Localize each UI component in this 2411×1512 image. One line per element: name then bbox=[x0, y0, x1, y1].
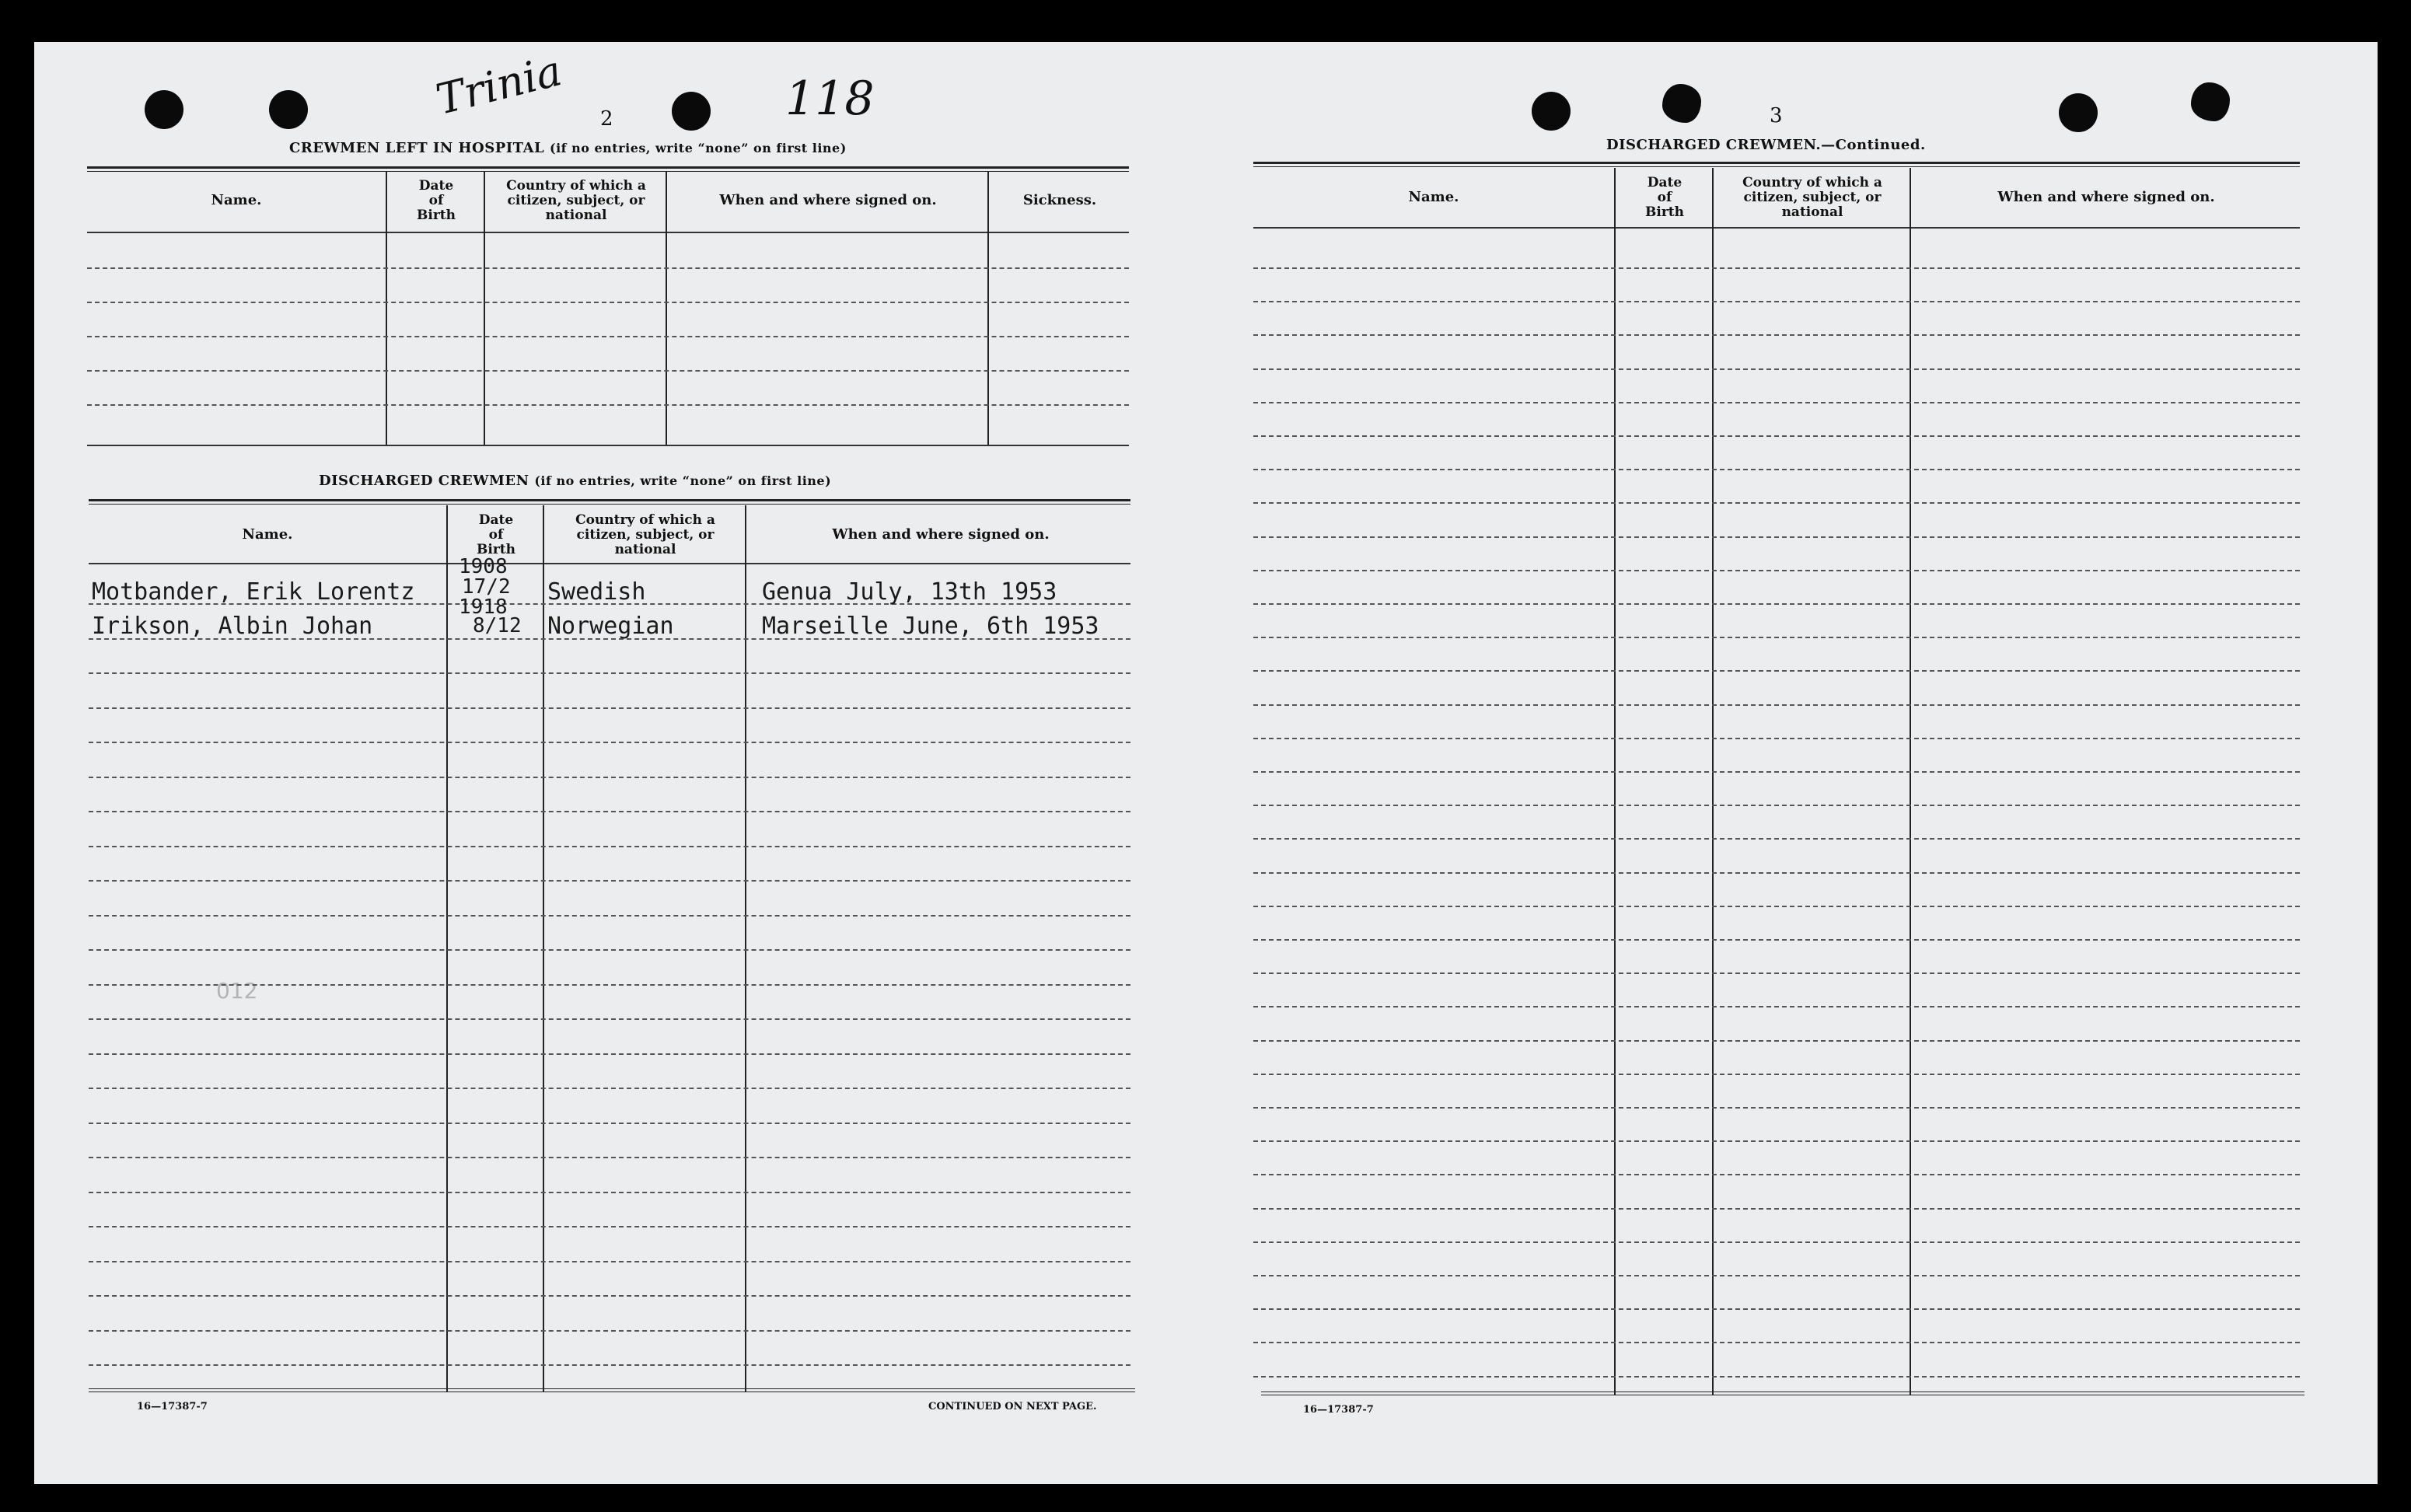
ruled-line bbox=[1253, 805, 2300, 806]
right-divider bbox=[1910, 168, 1911, 1395]
discharged-col-name: Name. bbox=[242, 526, 293, 543]
discharged-col-country: Country of which a citizen, subject, or national bbox=[575, 512, 715, 557]
crew-dob-day: 17/2 bbox=[462, 575, 511, 599]
ruled-line bbox=[1253, 1040, 2300, 1042]
ruled-line bbox=[89, 707, 1130, 709]
discharged-bottom-rule bbox=[89, 1388, 1135, 1392]
ruled-line bbox=[89, 777, 1130, 778]
continued-note: CONTINUED ON NEXT PAGE. bbox=[928, 1401, 1097, 1412]
discharged-section-title: DISCHARGED CREWMEN (if no entries, write “none” on first line) bbox=[319, 473, 832, 489]
ruled-line bbox=[89, 949, 1130, 951]
right-bottom-rule bbox=[1261, 1392, 2304, 1395]
punch-hole bbox=[2191, 82, 2230, 121]
crew-country: Norwegian bbox=[547, 613, 674, 640]
ruled-line bbox=[1253, 536, 2300, 538]
ruled-line bbox=[1253, 435, 2300, 437]
ruled-line bbox=[1253, 334, 2300, 336]
hospital-section-title: CREWMEN LEFT IN HOSPITAL (if no entries, write “none” on first line) bbox=[289, 140, 847, 156]
punch-hole bbox=[145, 90, 183, 129]
ruled-line bbox=[89, 672, 1130, 674]
ruled-line bbox=[89, 1226, 1130, 1227]
discharged-top-rule bbox=[89, 499, 1130, 505]
right-col-name: Name. bbox=[1408, 189, 1459, 205]
punch-hole bbox=[2059, 93, 2098, 132]
crew-dob-year: 1918 bbox=[459, 595, 508, 619]
hospital-bottom-rule bbox=[87, 445, 1129, 446]
hospital-header-rule bbox=[87, 232, 1129, 233]
ruled-line bbox=[1253, 1208, 2300, 1210]
ruled-line bbox=[1253, 1006, 2300, 1007]
ruled-line bbox=[89, 1123, 1130, 1124]
ruled-line bbox=[1253, 402, 2300, 403]
ruled-line bbox=[89, 1053, 1130, 1055]
ruled-line bbox=[1253, 1308, 2300, 1310]
ruled-line bbox=[1253, 771, 2300, 773]
ruled-line bbox=[1253, 1342, 2300, 1343]
ruled-line bbox=[1253, 267, 2300, 269]
ruled-line bbox=[1253, 838, 2300, 840]
right-top-rule bbox=[1253, 162, 2300, 167]
crew-signed-on: Genua July, 13th 1953 bbox=[762, 578, 1057, 606]
handwritten-annotation: Trinia bbox=[431, 46, 567, 124]
crew-country: Swedish bbox=[547, 578, 646, 606]
ruled-line bbox=[89, 1295, 1130, 1297]
ruled-line bbox=[1253, 502, 2300, 504]
ruled-line bbox=[89, 880, 1130, 882]
crew-name: Motbander, Erik Lorentz bbox=[92, 578, 415, 606]
punch-hole bbox=[1532, 92, 1571, 131]
ruled-line bbox=[1253, 1241, 2300, 1243]
hospital-col-name: Name. bbox=[211, 192, 262, 208]
ruled-line bbox=[89, 811, 1130, 812]
ruled-line bbox=[89, 1157, 1130, 1158]
ruled-line bbox=[1253, 637, 2300, 638]
ruled-line bbox=[89, 1261, 1130, 1262]
ruled-line bbox=[1253, 1275, 2300, 1276]
crew-name: Irikson, Albin Johan bbox=[92, 613, 373, 640]
ruled-line bbox=[1253, 301, 2300, 302]
right-section-title: DISCHARGED CREWMEN.—Continued. bbox=[1606, 137, 1926, 153]
ruled-line bbox=[89, 846, 1130, 847]
ruled-line bbox=[1253, 738, 2300, 739]
right-col-signed: When and where signed on. bbox=[1997, 189, 2215, 205]
handwritten-number: 118 bbox=[785, 72, 875, 126]
right-col-dob: Date of Birth bbox=[1645, 175, 1684, 220]
ruled-line bbox=[89, 915, 1130, 917]
discharged-header-rule bbox=[89, 563, 1130, 564]
discharged-col-dob: Date of Birth bbox=[477, 512, 515, 557]
ruled-line bbox=[1253, 1376, 2300, 1378]
ruled-line bbox=[89, 1192, 1130, 1193]
right-col-country: Country of which a citizen, subject, or national bbox=[1742, 175, 1882, 220]
ruled-line bbox=[1253, 603, 2300, 605]
ruled-line bbox=[1253, 1174, 2300, 1175]
ruled-line bbox=[1253, 939, 2300, 941]
ruled-line bbox=[1253, 906, 2300, 907]
ruled-line bbox=[1253, 1107, 2300, 1109]
crew-dob-year: 1908 bbox=[459, 555, 508, 578]
faint-stamp: 012 bbox=[216, 978, 258, 1004]
right-header-rule bbox=[1253, 227, 2300, 229]
ruled-line bbox=[1253, 972, 2300, 974]
hospital-col-country: Country of which a citizen, subject, or national bbox=[506, 178, 646, 223]
hospital-col-sickness: Sickness. bbox=[1022, 192, 1097, 208]
ruled-line bbox=[1253, 704, 2300, 706]
ruled-line bbox=[89, 1330, 1130, 1332]
hospital-col-signed: When and where signed on. bbox=[719, 192, 937, 208]
punch-hole bbox=[672, 92, 711, 131]
ruled-line bbox=[89, 742, 1130, 743]
ruled-line bbox=[1253, 570, 2300, 571]
ruled-line bbox=[1253, 1074, 2300, 1075]
ruled-line bbox=[1253, 469, 2300, 470]
page-number-right: 3 bbox=[1770, 104, 1783, 127]
right-divider bbox=[1712, 168, 1714, 1395]
page-number-left: 2 bbox=[600, 107, 613, 131]
ruled-line bbox=[89, 1088, 1130, 1089]
form-number-right: 16—17387-7 bbox=[1303, 1404, 1374, 1416]
ruled-line bbox=[1253, 1140, 2300, 1142]
discharged-col-signed: When and where signed on. bbox=[832, 526, 1050, 543]
right-divider bbox=[1614, 168, 1616, 1395]
ruled-line bbox=[89, 1018, 1130, 1020]
ruled-line bbox=[1253, 368, 2300, 370]
hospital-top-rule bbox=[87, 166, 1129, 172]
ruled-line bbox=[1253, 872, 2300, 874]
ruled-line bbox=[89, 1364, 1130, 1366]
punch-hole bbox=[1662, 84, 1701, 123]
crew-signed-on: Marseille June, 6th 1953 bbox=[762, 613, 1099, 640]
crew-dob-day: 8/12 bbox=[473, 614, 522, 637]
ruled-line bbox=[1253, 670, 2300, 672]
hospital-col-dob: Date of Birth bbox=[417, 178, 456, 223]
punch-hole bbox=[269, 90, 308, 129]
ruled-line bbox=[89, 984, 1130, 986]
form-number-left: 16—17387-7 bbox=[137, 1401, 208, 1412]
